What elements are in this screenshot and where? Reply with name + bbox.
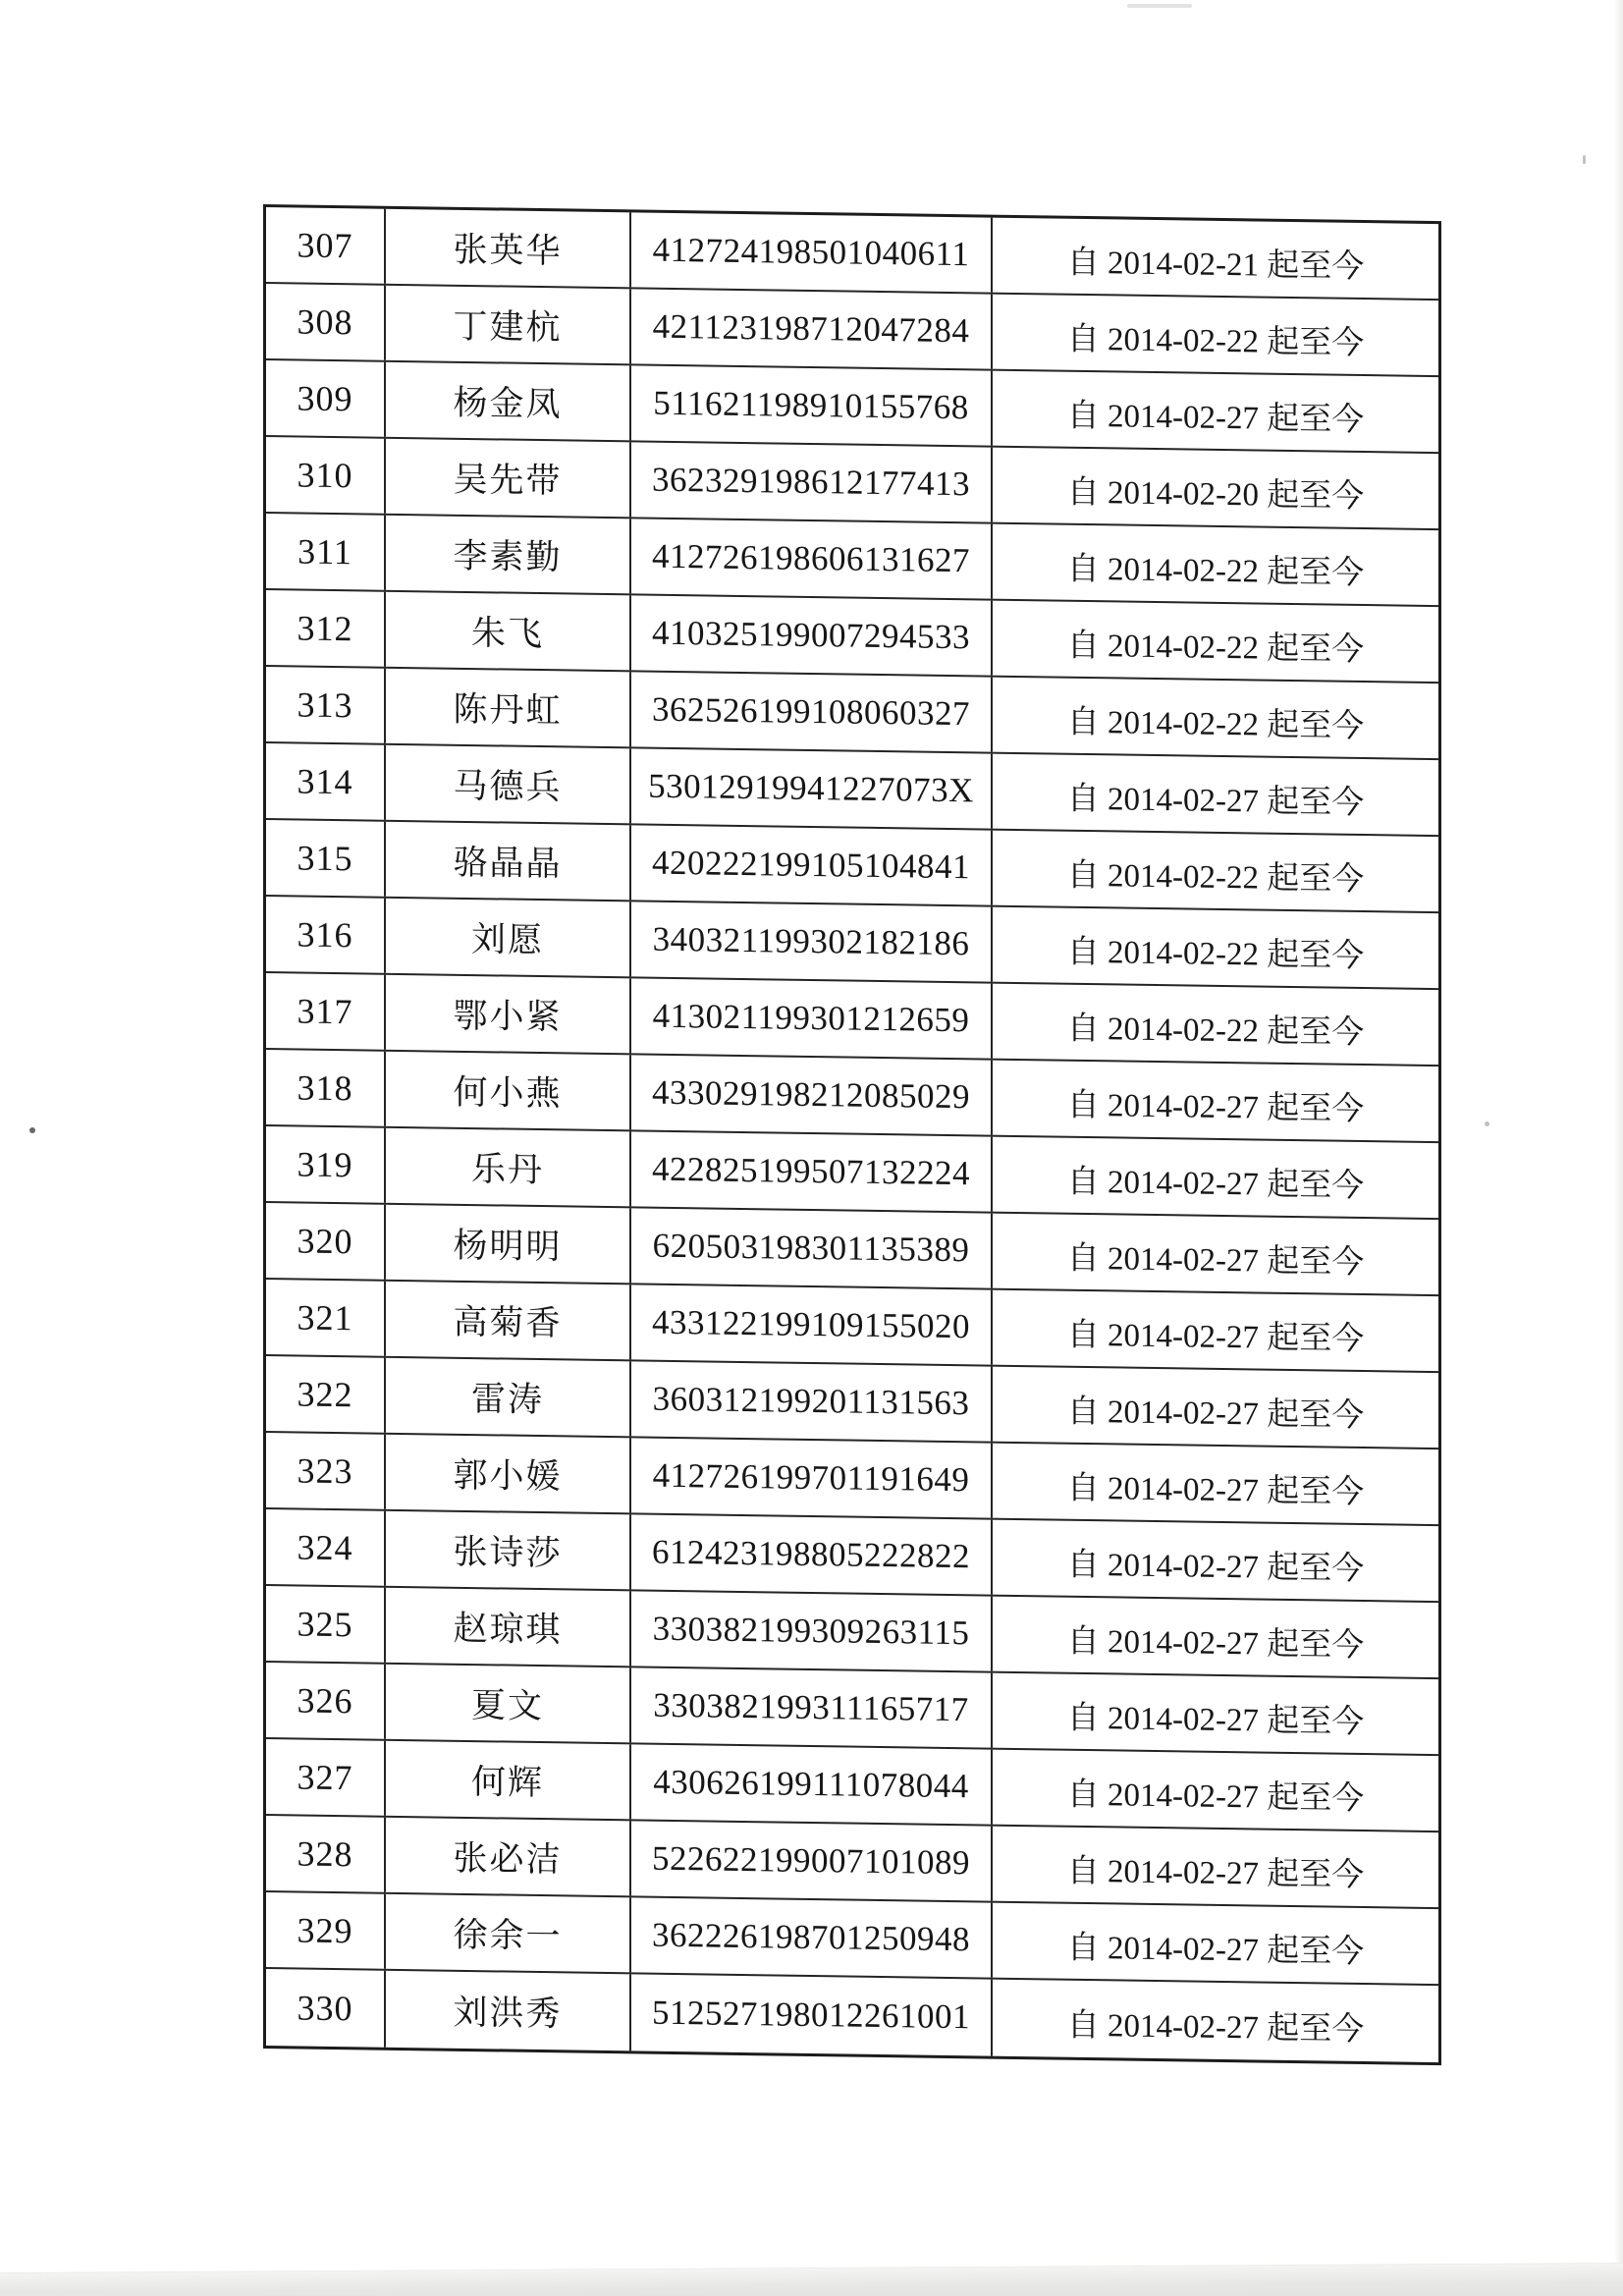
id-number-cell: 420222199105104841	[631, 825, 993, 904]
row-number-cell: 311	[266, 514, 386, 590]
validity-period-cell: 自 2014-02-27 起至今	[1066, 1164, 1365, 1204]
validity-period-cell: 自 2014-02-21 起至今	[1066, 245, 1365, 285]
validity-period-cell: 自 2014-02-27 起至今	[1066, 1930, 1365, 1970]
roster-table	[263, 204, 1441, 2065]
id-number-cell: 360312199201131563	[631, 1361, 993, 1441]
id-number-cell: 362329198612177413	[631, 442, 993, 521]
person-name-cell: 何小燕	[386, 1052, 631, 1130]
id-number-cell: 362526199108060327	[631, 672, 993, 751]
row-number-cell: 326	[266, 1663, 386, 1739]
id-number-cell: 511621198910155768	[631, 365, 993, 445]
person-name-cell: 高菊香	[386, 1282, 631, 1360]
person-name-cell: 吴先带	[386, 439, 631, 518]
row-number-cell: 329	[266, 1892, 386, 1969]
id-number-cell: 412726199701191649	[631, 1438, 993, 1517]
id-number-cell: 413021199301212659	[631, 978, 993, 1058]
person-name-cell: 杨明明	[386, 1205, 631, 1284]
scan-smudge	[1127, 4, 1192, 8]
validity-period-cell: 自 2014-02-27 起至今	[1066, 1777, 1365, 1817]
id-number-cell: 412724198501040611	[631, 212, 993, 292]
row-number-cell: 316	[266, 897, 386, 973]
validity-period-cell: 自 2014-02-27 起至今	[1066, 1317, 1365, 1357]
id-number-cell: 340321199302182186	[631, 902, 993, 981]
validity-period-cell: 自 2014-02-22 起至今	[1066, 628, 1365, 668]
person-name-cell: 张英华	[386, 209, 631, 288]
validity-period-cell: 自 2014-02-22 起至今	[1066, 857, 1365, 898]
id-number-cell: 512527198012261001	[631, 1974, 993, 2055]
validity-period-cell: 自 2014-02-22 起至今	[1066, 1011, 1365, 1051]
id-number-cell: 612423198805222822	[631, 1514, 993, 1594]
row-number-cell: 325	[266, 1586, 386, 1663]
person-name-cell: 杨金凤	[386, 362, 631, 441]
validity-period-cell: 自 2014-02-27 起至今	[1066, 781, 1365, 821]
row-number-cell: 308	[266, 284, 386, 360]
row-number-cell: 320	[266, 1203, 386, 1280]
person-name-cell: 陈丹虹	[386, 669, 631, 747]
row-number-cell: 330	[266, 1969, 386, 2048]
row-number-cell: 309	[266, 360, 386, 437]
validity-period-cell: 自 2014-02-20 起至今	[1066, 474, 1365, 515]
row-number-cell: 313	[266, 667, 386, 743]
validity-period-cell: 自 2014-02-22 起至今	[1066, 321, 1365, 361]
row-number-cell: 324	[266, 1509, 386, 1586]
id-number-cell: 330382199309263115	[631, 1591, 993, 1670]
person-name-cell: 刘愿	[386, 899, 631, 977]
validity-period-cell: 自 2014-02-22 起至今	[1066, 934, 1365, 974]
person-name-cell: 鄂小紧	[386, 975, 631, 1054]
validity-period-cell: 自 2014-02-27 起至今	[1066, 1470, 1365, 1510]
row-number-cell: 317	[266, 973, 386, 1050]
row-number-cell: 321	[266, 1280, 386, 1356]
id-number-cell: 433122199109155020	[631, 1285, 993, 1364]
row-number-cell: 310	[266, 437, 386, 514]
id-number-cell: 430626199111078044	[631, 1744, 993, 1824]
id-number-cell: 53012919941227073X	[631, 748, 993, 828]
validity-period-cell: 自 2014-02-27 起至今	[1066, 1547, 1365, 1587]
validity-period-cell: 自 2014-02-27 起至今	[1066, 1394, 1365, 1434]
person-name-cell: 李素勤	[386, 516, 631, 594]
id-number-cell: 410325199007294533	[631, 595, 993, 675]
validity-period-cell: 自 2014-02-22 起至今	[1066, 551, 1365, 591]
scan-edge-artifact	[0, 2263, 1623, 2296]
person-name-cell: 乐丹	[386, 1128, 631, 1207]
row-number-cell: 312	[266, 590, 386, 667]
person-name-cell: 丁建杭	[386, 286, 631, 364]
person-name-cell: 马德兵	[386, 745, 631, 824]
validity-period-cell: 自 2014-02-27 起至今	[1066, 1623, 1365, 1664]
validity-period-cell: 自 2014-02-27 起至今	[1066, 1700, 1365, 1740]
row-number-cell: 322	[266, 1356, 386, 1433]
scan-speck	[1583, 155, 1586, 164]
row-number-cell: 323	[266, 1433, 386, 1509]
row-number-cell: 319	[266, 1126, 386, 1203]
scan-edge-artifact	[1614, 0, 1623, 2296]
person-name-cell: 雷涛	[386, 1358, 631, 1437]
scan-speck	[29, 1127, 35, 1133]
validity-period-cell: 自 2014-02-27 起至今	[1066, 1240, 1365, 1281]
person-name-cell: 何辉	[386, 1741, 631, 1820]
id-number-cell: 522622199007101089	[631, 1821, 993, 1900]
id-number-cell: 412726198606131627	[631, 519, 993, 598]
validity-period-cell: 自 2014-02-22 起至今	[1066, 704, 1365, 744]
validity-period-cell: 自 2014-02-27 起至今	[1066, 2007, 1365, 2048]
validity-period-cell: 自 2014-02-27 起至今	[1066, 1087, 1365, 1127]
id-number-cell: 620503198301135389	[631, 1208, 993, 1287]
row-number-cell: 307	[266, 207, 386, 284]
row-number-cell: 328	[266, 1816, 386, 1892]
person-name-cell: 赵琼琪	[386, 1588, 631, 1667]
id-number-cell: 330382199311165717	[631, 1667, 993, 1747]
id-number-cell: 422825199507132224	[631, 1131, 993, 1211]
person-name-cell: 朱飞	[386, 592, 631, 671]
id-number-cell: 421123198712047284	[631, 289, 993, 368]
row-number-cell: 314	[266, 743, 386, 820]
id-number-cell: 433029198212085029	[631, 1055, 993, 1134]
table-row	[266, 1969, 1438, 2062]
person-name-cell: 刘洪秀	[386, 1971, 631, 2051]
person-name-cell: 骆晶晶	[386, 822, 631, 901]
person-name-cell: 夏文	[386, 1665, 631, 1743]
person-name-cell: 张必洁	[386, 1818, 631, 1896]
person-name-cell: 徐余一	[386, 1894, 631, 1973]
person-name-cell: 张诗莎	[386, 1511, 631, 1590]
validity-period-cell: 自 2014-02-27 起至今	[1066, 1853, 1365, 1893]
row-number-cell: 318	[266, 1050, 386, 1126]
id-number-cell: 362226198701250948	[631, 1897, 993, 1977]
validity-period-cell: 自 2014-02-27 起至今	[1066, 398, 1365, 438]
person-name-cell: 郭小媛	[386, 1435, 631, 1513]
row-number-cell: 327	[266, 1739, 386, 1816]
row-number-cell: 315	[266, 820, 386, 897]
scan-speck	[1485, 1121, 1489, 1126]
